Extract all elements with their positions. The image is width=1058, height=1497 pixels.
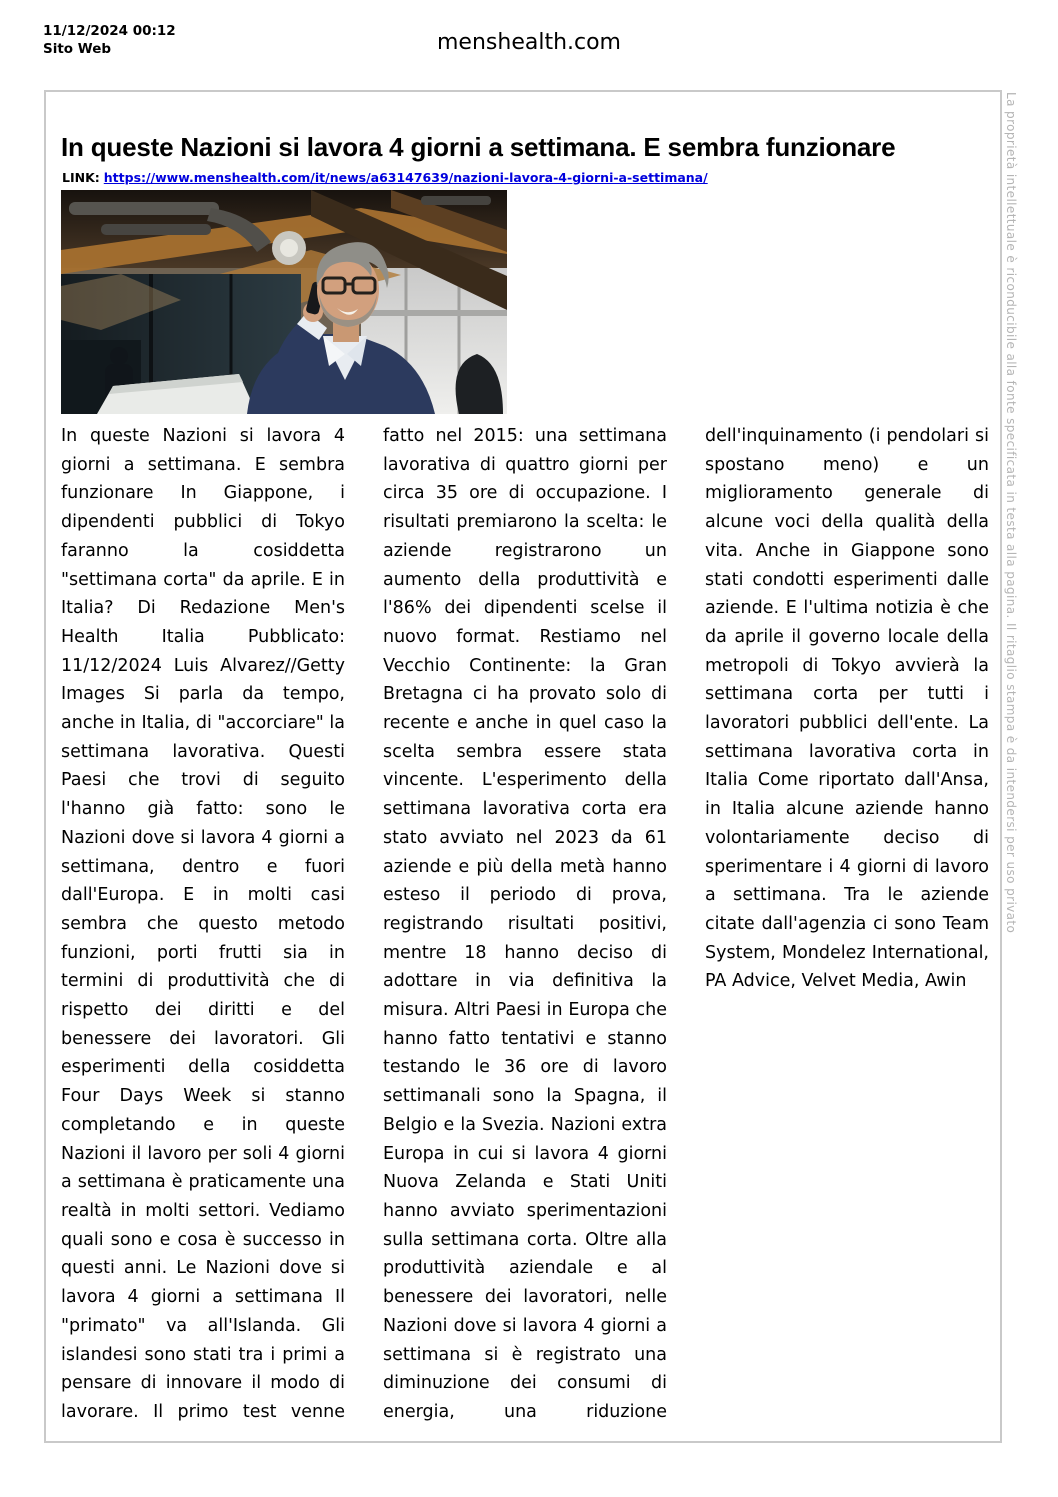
clip-datetime: 11/12/2024 00:12	[43, 23, 176, 39]
article-title: In queste Nazioni si lavora 4 giorni a settimana. E sembra funzionare	[61, 132, 896, 162]
article-link-row	[62, 170, 987, 185]
office-photo-illustration	[61, 190, 507, 414]
clip-source-type: Sito Web	[43, 41, 112, 57]
site-name: menshealth.com	[437, 30, 621, 55]
article-photo	[61, 190, 507, 414]
article-link[interactable]: https://www.menshealth.com/it/news/a63147639/nazioni-lavora-4-giorni-a-settimana/	[103, 170, 708, 185]
link-label: LINK:	[62, 170, 100, 185]
copyright-note: La proprietà intellettuale è riconducibile alla fonte specificata in testa alla pagina. Il ritaglio stampa è da intendersi per uso privato	[1004, 92, 1018, 934]
article-body: In queste Nazioni si lavora 4 giorni a settimana. E sembra funzionare In Giappone, i dipendenti pubblici di Tokyo faranno la cosiddetta "settimana corta" da aprile. E in Italia? Di Redazione Men's Health Italia Pubblicato: 11/12/2024 Luis Alvarez//Getty Images Si parla da tempo, anche in Italia, di "accorciare" la settimana lavorativa. Questi Paesi che trovi di seguito l'hanno già fatto: sono le Nazioni dove si lavora 4 giorni a settimana, dentro e fuori dall'Europa. E in molti casi sembra che questo metodo funzioni, porti frutti sia in termini di produttività che di rispetto dei diritti e del benessere dei lavoratori. Gli esperimenti della cosiddetta Four Days Week si stanno completando e in queste Nazioni il lavoro per soli 4 giorni a settimana è praticamente una realtà in molti settori. Vediamo quali sono e cosa è successo in questi anni. Le Nazioni dove si lavora 4 giorni a settimana Il "primato" va all'Islanda. Gli islandesi sono stati tra i primi a pensare di innovare il modo di lavorare. Il primo test venne fatto nel 2015: una settimana lavorativa di quattro giorni per circa 35 ore di occupazione. I risultati premiarono la scelta: le aziende registrarono un aumento della produttività e l'86% dei dipendenti scelse il nuovo format. Restiamo nel Vecchio Continente: la Gran Bretagna ci ha provato solo di recente e anche in quel caso la scelta sembra essere stata vincente. L'esperimento della settimana lavorativa corta era stato avviato nel 2023 da 61 aziende e più della metà hanno esteso il periodo di prova, registrando risultati positivi, mentre 18 hanno deciso di adottare in via definitiva la misura. Altri Paesi in Europa che hanno fatto tentativi e stanno testando le 36 ore di lavoro settimanali sono la Spagna, il Belgio e la Svezia. Nazioni extra Europa in cui si lavora 4 giorni Nuova Zelanda e Stati Uniti hanno avviato sperimentazioni sulla settimana corta. Oltre alla produttività aziendale e al benessere dei lavoratori, nelle Nazioni dove si lavora 4 giorni a settimana si è registrato una diminuzione dei consumi di energia, una riduzione dell'inquinamento (i pendolari si spostano meno) e un miglioramento generale di alcune voci della qualità della vita. Anche in Giappone sono stati condotti esperimenti dalle aziende. E l'ultima notizia è che da aprile il governo locale della metropoli di Tokyo avvierà la settimana corta per tutti i lavoratori pubblici dell'ente. La settimana lavorativa corta in Italia Come riportato dall'Ansa, in Italia alcune aziende hanno volontariamente deciso di sperimentare i 4 giorni di lavoro a settimana. Tra le aziende citate dall'agenzia ci sono Team System, Mondelez International, PA Advice, Velvet Media, Awin	[61, 426, 989, 1422]
article-clip-box	[44, 90, 1002, 1443]
